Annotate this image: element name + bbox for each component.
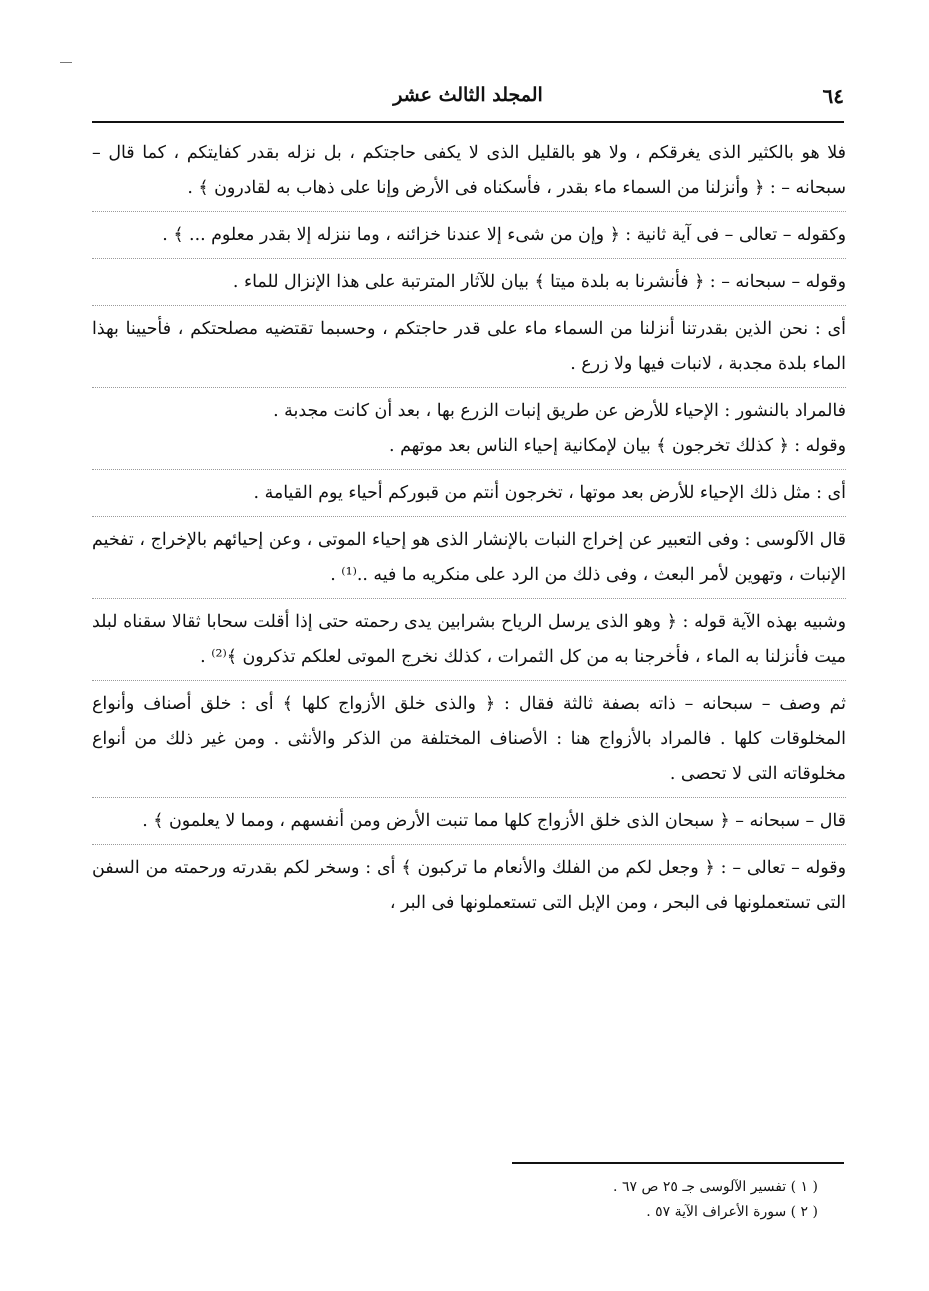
- paragraph-1: فلا هو بالكثير الذى يغرقكم ، ولا هو بالقليل الذى لا يكفى حاجتكم ، بل نزله بقدر كفايتكم ، كما قال – سبحانه – : ﴿ وأنزلنا من السماء ماء بقدر ، فأسكناه فى الأرض وإنا على ذهاب به لقادرون ﴾ .: [92, 136, 846, 212]
- paragraph-12: وقوله – تعالى – : ﴿ وجعل لكم من الفلك والأنعام ما تركبون ﴾ أى : وسخر لكم بقدرته ورحمته من السفن التى تستعملونها فى البحر ، ومن الإبل التى تستعملونها فى البر ،: [92, 858, 846, 913]
- page-header: [92, 84, 844, 118]
- footnotes: [400, 1175, 818, 1225]
- paragraph-7: أى : مثل ذلك الإحياء للأرض بعد موتها ، تخرجون أنتم من قبوركم أحياء يوم القيامة .: [92, 476, 846, 517]
- paragraph-4: أى : نحن الذين بقدرتنا أنزلنا من السماء ماء على قدر حاجتكم ، وحسبما تقتضيه مصلحتكم ، فأحيينا بهذا الماء بلدة مجدبة ، لانبات فيها ولا زرع .: [92, 312, 846, 388]
- paragraph-3: وقوله – سبحانه – : ﴿ فأنشرنا به بلدة ميتا ﴾ بيان للآثار المترتبة على هذا الإنزال للماء .: [92, 265, 846, 306]
- paragraph-8: قال الآلوسى : وفى التعبير عن إخراج النبات بالإنشار الذى هو إحياء الموتى ، وعن إحيائهم بالإخراج ، تفخيم الإنبات ، وتهوين لأمر البعث ، وفى ذلك من الرد على منكريه ما فيه ..⁽¹⁾ .: [92, 523, 846, 599]
- paragraph-9: وشبيه بهذه الآية قوله : ﴿ وهو الذى يرسل الرياح بشرابين يدى رحمته حتى إذا أقلت سحابا ثقالا سقناه لبلد ميت فأنزلنا به الماء ، فأخرجنا به من كل الثمرات ، كذلك نخرج الموتى لعلكم تذكرون ﴾⁽²⁾ .: [92, 605, 846, 681]
- paragraph-2: وكقوله – تعالى – فى آية ثانية : ﴿ وإن من شىء إلا عندنا خزائنه ، وما ننزله إلا بقدر معلوم ... ﴾ .: [92, 218, 846, 259]
- footnote-2: ( ٢ ) سورة الأعراف الآية ٥٧ .: [646, 1204, 818, 1220]
- paragraph-5: فالمراد بالنشور : الإحياء للأرض عن طريق إنبات الزرع بها ، بعد أن كانت مجدبة .: [273, 401, 846, 421]
- body-text: [92, 136, 846, 926]
- paragraph-6: وقوله : ﴿ كذلك تخرجون ﴾ بيان لإمكانية إحياء الناس بعد موتهم .: [92, 429, 846, 470]
- stray-ink-mark: [60, 62, 72, 63]
- paragraph-10: ثم وصف – سبحانه – ذاته بصفة ثالثة فقال : ﴿ والذى خلق الأزواج كلها ﴾ أى : خلق أصناف وأنواع المخلوقات كلها . فالمراد بالأزواج هنا : الأصناف المختلفة من الذكر والأنثى . ومن غير ذلك من أنواع مخلوقاته التى لا تحصى .: [92, 687, 846, 798]
- footnote-1: ( ١ ) تفسير الآلوسى جـ ٢٥ ص ٦٧ .: [613, 1179, 818, 1195]
- page-number: ٦٤: [822, 84, 844, 108]
- footnote-rule: [512, 1162, 844, 1164]
- volume-title: المجلد الثالث عشر: [393, 84, 543, 106]
- header-rule: [92, 121, 844, 123]
- paragraph-11: قال – سبحانه – ﴿ سبحان الذى خلق الأزواج كلها مما تنبت الأرض ومن أنفسهم ، ومما لا يعلمون ﴾ .: [92, 804, 846, 845]
